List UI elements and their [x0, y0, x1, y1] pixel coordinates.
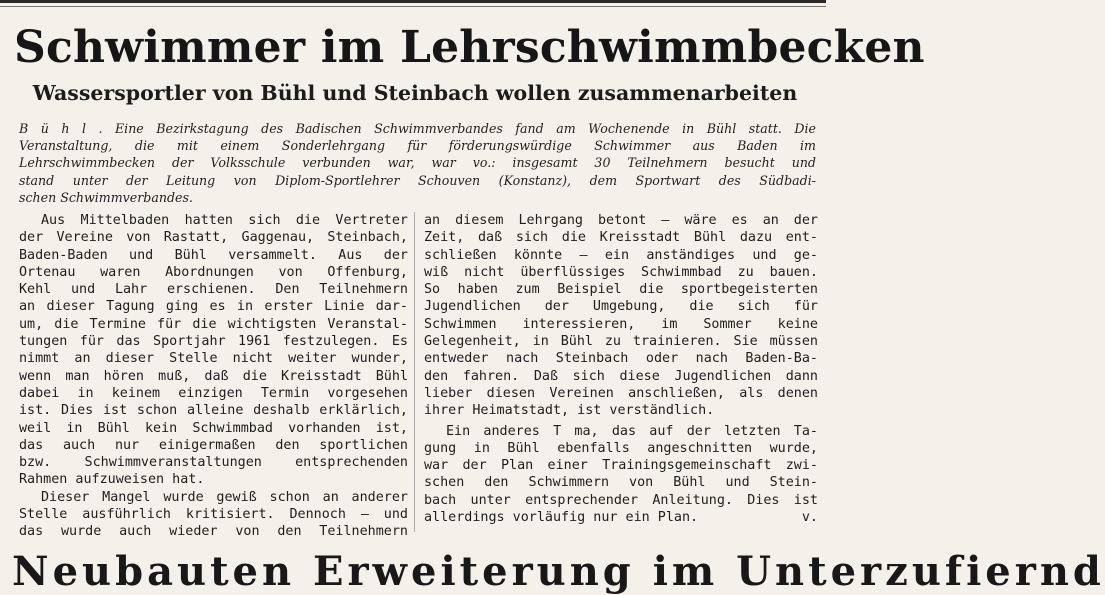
body-line: Baden-Baden und Bühl versammelt. Aus der [19, 247, 408, 263]
lead-line: B ü h l . Eine Bezirkstagung des Badischen Schwimmverbandes fand am Wochenende in Bühl statt. Die [19, 121, 816, 136]
body-line: Dieser Mangel wurde gewiß schon an anderer [41, 489, 408, 505]
body-line: Kehl und Lahr erschienen. Den Teilnehmern [19, 282, 408, 298]
article-lead [19, 120, 816, 206]
left-column [19, 212, 408, 541]
body-line: Zeit, daß sich die Kreisstadt Bühl dazu ent- [424, 230, 818, 246]
body-line: weil in Bühl kein Schwimmbad vorhanden ist, [19, 420, 408, 436]
top-rule-thin [0, 6, 826, 7]
top-rule [0, 0, 826, 3]
body-line: schließen könnte — ein anständiges und ge- [424, 247, 818, 263]
body-line: lieber diesen Vereinen anschließen, als denen [424, 385, 818, 401]
lead-line: schen Schwimmverbandes. [19, 189, 193, 205]
body-line: dabei in keinem einzigen Termin vorgesehen [19, 385, 408, 401]
body-line: gung in Bühl ebenfalls angeschnitten wurde, [424, 440, 818, 456]
body-line: an dieser Tagung ging es in erster Linie dar- [19, 299, 408, 315]
right-column [424, 212, 818, 526]
body-line: tungen für das Sportjahr 1961 festzulegen. Es [19, 334, 408, 350]
body-line: Jugendlichen der Umgebung, die sich für [424, 299, 818, 315]
body-line: bach unter entsprechender Anleitung. Dies ist [424, 492, 818, 508]
lead-line: Lehrschwimmbecken der Volksschule verbunden war, war vo.: insgesamt 30 Teilnehmern besucht und [19, 155, 816, 171]
lead-line: Veranstaltung, die mit einem Sonderlehrgang für förderungswürdige Schwimmer aus Baden im [19, 138, 816, 154]
body-line: um, die Termine für die wichtigsten Veranstal- [19, 316, 408, 332]
next-article-headline-cut [0, 546, 1105, 595]
body-line: Ein anderes T ma, das auf der letzten Ta- [446, 423, 818, 439]
body-line: Aus Mittelbaden hatten sich die Vertreter [41, 213, 408, 228]
body-line: schen den Schwimmern von Bühl und Stein- [424, 475, 818, 491]
column-divider [414, 212, 415, 532]
body-line: wiß nicht überflüssiges Schwimmbad zu bauen. [424, 264, 818, 280]
body-line: entweder nach Steinbach oder nach Baden-Ba- [424, 351, 818, 367]
author-signature: v. [801, 510, 818, 526]
body-line: So haben zum Beispiel die sportbegeisterten [424, 282, 818, 298]
body-line: war der Plan einer Trainingsgemeinschaft zwi- [424, 458, 818, 474]
body-line: ist. Dies ist schon alleine deshalb erklärlich, [19, 403, 408, 419]
body-line: allerdings vorläufig nur ein Plan. [424, 510, 699, 526]
body-line-final [424, 509, 818, 526]
body-line: das wurde auch wieder von den Teilnehmern [19, 524, 408, 540]
article-headline: Schwimmer im Lehrschwimmbecken [14, 22, 925, 73]
body-line: wenn man hören muß, daß die Kreisstadt Bühl [19, 368, 408, 384]
article-subheadline: Wassersportler von Bühl und Steinbach wollen zusammenarbeiten [32, 81, 798, 105]
body-line: nimmt an dieser Stelle nicht weiter wunder, [19, 351, 408, 367]
next-headline-fragment: Neubauten Erweiterung im Unterzufiernd [12, 548, 1105, 595]
body-line: das auch nur einigermaßen den sportlichen [19, 437, 408, 453]
lead-line: stand unter der Leitung von Diplom-Sportlehrer Schouven (Konstanz), dem Sportwart des Südbadi- [19, 172, 816, 188]
body-line: Schwimmen interessieren, im Sommer keine [424, 316, 818, 332]
body-line: an diesem Lehrgang betont — wäre es an der [424, 213, 818, 228]
body-line: Ortenau waren Abordnungen von Offenburg, [19, 264, 408, 280]
body-line: Gelegenheit, in Bühl zu trainieren. Sie müssen [424, 334, 818, 350]
body-line: bzw. Schwimmveranstaltungen entsprechenden [19, 455, 408, 471]
body-line: der Vereine von Rastatt, Gaggenau, Steinbach, [19, 230, 408, 246]
body-line: den fahren. Daß sich diese Jugendlichen dann [424, 368, 818, 384]
body-line: ihrer Heimatstadt, ist verständlich. [424, 403, 715, 419]
body-line: Stelle ausführlich kritisiert. Dennoch — und [19, 507, 408, 523]
body-line: Rahmen aufzuweisen hat. [19, 472, 205, 488]
